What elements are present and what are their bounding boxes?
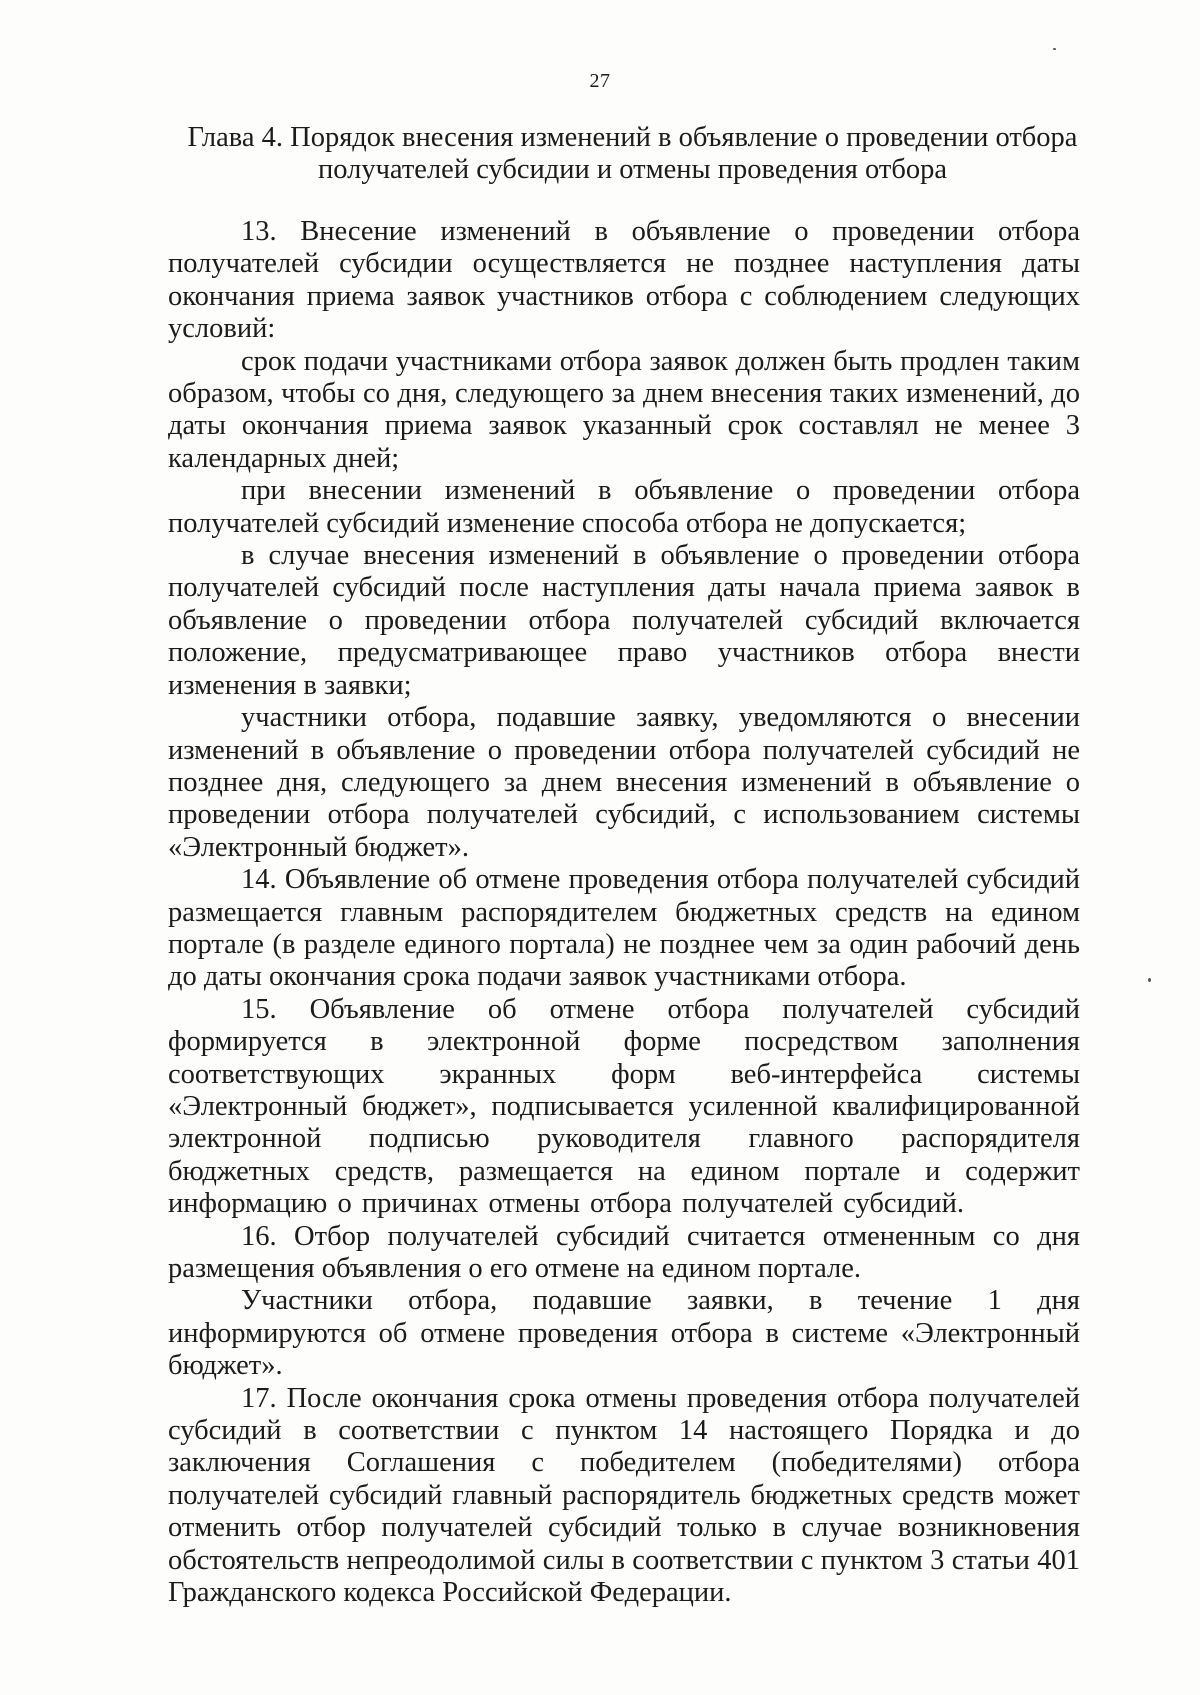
paragraph-13: 13. Внесение изменений в объявление о проведении отбора получателей субсидии осуществляется не позднее наступления даты окончания приема заявок участников отбора с соблюдением следующих условий: — [168, 216, 1080, 345]
paragraph-17: 17. После окончания срока отмены проведения отбора получателей субсидий в соответствии с пунктом 14 настоящего Порядка и до заключения Соглашения с победителем (победителями) отбора получателей субсидий главный распорядитель бюджетных средств может отменить отбор получателей субсидий только в случае возникновения обстоятельств непреодолимой силы в соответствии с пунктом 3 статьи 401 Гражданского кодекса Российской Федерации. — [168, 1382, 1080, 1609]
paragraph-14: 14. Объявление об отмене проведения отбора получателей субсидий размещается главным распорядителем бюджетных средств на едином портале (в разделе единого портала) не позднее чем за один рабочий день до даты окончания срока подачи заявок участниками отбора. — [168, 864, 1080, 993]
page-number: 27 — [589, 70, 611, 92]
chapter-title-line-1: Глава 4. Порядок внесения изменений в объявление о проведении отбора — [187, 122, 1078, 153]
document-body — [168, 216, 1080, 1609]
chapter-title — [170, 122, 1095, 186]
paragraph-13-condition-3: в случае внесения изменений в объявление о проведении отбора получателей субсидий после наступления даты начала приема заявок в объявление о проведении отбора получателей субсидий включается положение, предусматривающее право участников отбора внести изменения в заявки; — [168, 540, 1080, 701]
paragraph-13-condition-2: при внесении изменений в объявление о проведении отбора получателей субсидий изменение способа отбора не допускается; — [168, 475, 1080, 539]
chapter-title-line-2: получателей субсидии и отмены проведения отбора — [318, 154, 947, 185]
paragraph-13-condition-4: участники отбора, подавшие заявку, уведомляются о внесении изменений в объявление о проведении отбора получателей субсидий не позднее дня, следующего за днем внесения изменений в объявление о проведении отбора получателей субсидий, с использованием системы «Электронный бюджет». — [168, 702, 1080, 863]
scan-speck — [1053, 48, 1056, 50]
paragraph-16: 16. Отбор получателей субсидий считается отмененным со дня размещения объявления о его отмене на едином портале. — [168, 1220, 1080, 1284]
paragraph-13-condition-1: срок подачи участниками отбора заявок должен быть продлен таким образом, чтобы со дня, следующего за днем внесения таких изменений, до даты окончания приема заявок указанный срок составлял не менее 3 календарных дней; — [168, 345, 1080, 474]
paragraph-16-notice: Участники отбора, подавшие заявки, в течение 1 дня информируются об отмене проведения отбора в системе «Электронный бюджет». — [168, 1285, 1080, 1382]
paragraph-15: 15. Объявление об отмене отбора получателей субсидий формируется в электронной форме посредством заполнения соответствующих экранных форм веб-интерфейса системы «Электронный бюджет», подписывается усиленной квалифицированной электронной подписью руководителя главного распорядителя бюджетных средств, размещается на едином портале и содержит информацию о причинах отмены отбора получателей субсидий. — [168, 993, 1080, 1220]
scan-speck — [1148, 978, 1151, 982]
